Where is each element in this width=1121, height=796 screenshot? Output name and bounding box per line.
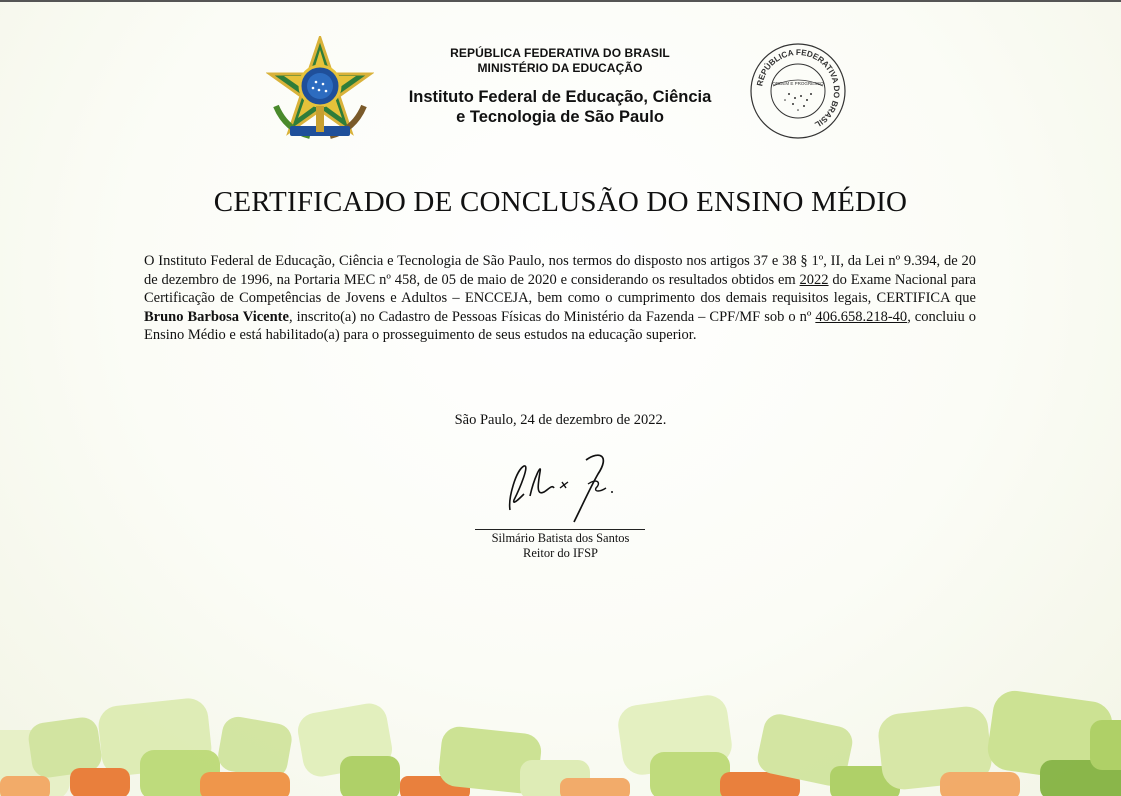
handwritten-signature bbox=[490, 448, 630, 528]
body-part-3: , inscrito(a) no Cadastro de Pessoas Físicas do Ministério da Fazenda – CPF/MF sob o nº bbox=[288, 308, 816, 325]
student-name: Bruno Barbosa Vicente bbox=[144, 308, 289, 325]
cpf-number: 406.658.218-40 bbox=[815, 308, 908, 325]
svg-text:REPÚBLICA FEDERATIVA DO BRASIL bbox=[755, 48, 841, 129]
coat-of-arms-icon bbox=[266, 36, 374, 144]
issuer-block bbox=[380, 46, 740, 127]
institute-line-1: Instituto Federal de Educação, Ciência bbox=[408, 88, 712, 106]
body-part-2: do Exame Nacional para Certificação de Competências de Jovens e Adultos – ENCCEJA, bem como o cumprimento dos demais requisitos legais, CERTIFICA que bbox=[144, 271, 976, 306]
decorative-footer-pattern bbox=[0, 680, 1121, 796]
signature-line bbox=[475, 529, 645, 530]
body-part-1: O Instituto Federal de Educação, Ciência e Tecnologia de São Paulo, nos termos do disposto nos artigos 37 e 38 § 1º, II, da Lei nº 9.394, de 20 de dezembro de 1996, na Portaria MEC nº 458, de 05 de maio de 2020 e considerando os resultados obtidos em bbox=[144, 253, 976, 288]
certificate-title: CERTIFICADO DE CONCLUSÃO DO ENSINO MÉDIO bbox=[213, 186, 908, 218]
institute-line-2: e Tecnologia de São Paulo bbox=[456, 108, 664, 126]
ministry-label: MINISTÉRIO DA EDUCAÇÃO bbox=[477, 61, 643, 75]
national-seal-icon bbox=[749, 42, 847, 140]
signer-block bbox=[0, 531, 1121, 561]
seal-motto: ORDEM E PROGRESSO bbox=[772, 81, 824, 86]
place-and-date: São Paulo, 24 de dezembro de 2022. bbox=[454, 412, 667, 428]
exam-year: 2022 bbox=[799, 271, 829, 288]
signer-role: Reitor do IFSP bbox=[522, 546, 598, 560]
certificate-body bbox=[144, 252, 976, 345]
signer-name: Silmário Batista dos Santos bbox=[491, 531, 630, 545]
republic-label: REPÚBLICA FEDERATIVA DO BRASIL bbox=[450, 46, 670, 60]
certificate-header bbox=[0, 0, 1121, 170]
institute-name bbox=[380, 87, 740, 127]
seal-ring-text: REPÚBLICA FEDERATIVA DO BRASIL bbox=[755, 47, 842, 130]
body-part-4: , concluiu o Ensino Médio e está habilitado(a) para o prosseguimento de seus estudos na educação superior. bbox=[144, 308, 976, 343]
